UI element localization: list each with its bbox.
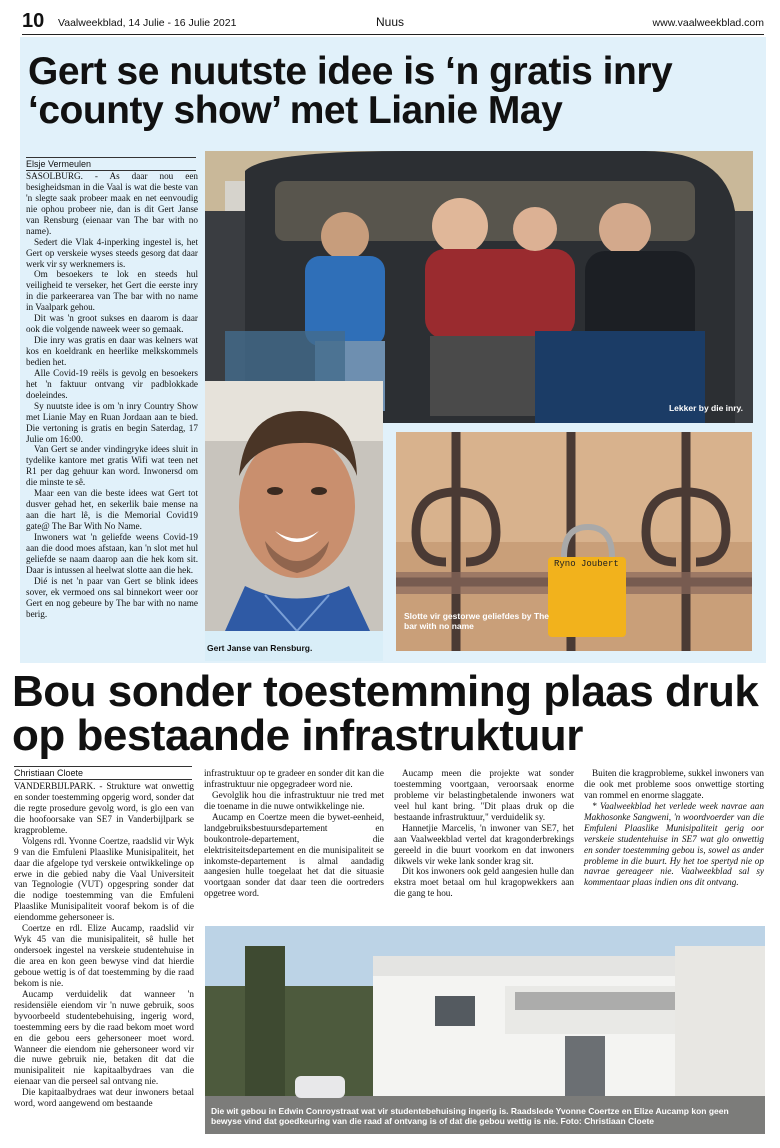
kids-photo-caption: Lekker by die inry. <box>668 403 743 413</box>
story1-paragraph: Dit was 'n groot sukses en daarom is daar ook die volgende naweek weer so gemaak. <box>26 313 198 335</box>
story2-paragraph: Volgens rdl. Yvonne Coertze, raadslid vir Wyk 9 van die Emfuleni Plaaslike Munisipaliteit, het daar die afgelope tyd verskeie ontwikkelinge op erwe in die gebied naby die Vaal Universiteit van Tegnologie (VUT) opgespring sonder dat die nodige toestemming van die Emfuleni Plaaslike Munisipaliteit vooraf bekom is of die eiendomme gehersoneer is. <box>14 835 194 923</box>
story1-paragraph: Sy nuutste idee is om 'n inry Country Show met Lianie May en Ruan Jordaan aan te bied. Die vertoning is gratis en begin Saterdag, 17 Julie om 16:00. <box>26 400 198 444</box>
story1-paragraph: Die inry was gratis en daar was kelners wat kos en koeldrank en heerlike melkskommels bedien het. <box>26 335 198 367</box>
publication-dateline: Vaalweekblad, 14 Julie - 16 Julie 2021 <box>58 17 237 29</box>
portrait-photo-frame <box>205 381 383 661</box>
story1-paragraph: Om besoekers te lok en steeds hul veiligheid te verseker, het Gert die eerste inry in die parkeerarea van The bar with no name in Vaalpark gehou. <box>26 269 198 313</box>
lock-inscription: Ryno Joubert <box>554 559 619 569</box>
story1-paragraph: Alle Covid-19 reëls is gevolg en besoekers het 'n faktuur ontvang vir padblokkade doeleindes. <box>26 367 198 400</box>
lock-gate-photo <box>396 432 752 651</box>
building-photo-caption: Die wit gebou in Edwin Conroystraat wat vir studentebehuising ingerig is. Raadslede Yvonne Coertze en Elize Aucamp kon geen bewyse vind dat goedkeuring van die raad af ontvang is of dat die gebou wettig is nie. Foto: Christiaan Cloete <box>211 1106 729 1127</box>
story1-paragraph: Inwoners wat 'n geliefde weens Covid-19 aan die dood moes afstaan, kan 'n slot met hul geliefde se naam daarop aan die hek kom sit. Daar is intussen al heelwat slotte aan die hek. <box>26 531 198 575</box>
story2-column-4 <box>584 768 764 888</box>
story1-headline: Gert se nuutste idee is ‘n gratis inry ‘county show’ met Lianie May <box>28 50 673 132</box>
story1-byline: Elsje Vermeulen <box>26 157 196 171</box>
story2-headline: Bou sonder toestemming plaas druk op bestaande infrastruktuur <box>12 667 759 760</box>
building-photo <box>205 926 765 1134</box>
story2-paragraph: Aucamp en Coertze meen die bywet-eenheid, landgebruiksbestuursdepartement en boukontrole-departement, die elektrisiteitsdepartement en die munisipaliteit se inkomste-departement is almal aandadig aangesien hulle toegelaat het dat die situasie voortgaan sonder dat daar teen die oortreders opgetree word. <box>204 811 384 899</box>
story1-paragraph: Van Gert se ander vindingryke idees sluit in tydelike kantore met gratis Wifi wat teen net R1 per dag gehuur kan word. Inwonersd om die minste te sê. <box>26 444 198 488</box>
story2-paragraph: Dit kos inwoners ook geld aangesien hulle dan ekstra moet betaal om hul kragopwekkers aan die gang te hou. <box>394 866 574 899</box>
story1-body <box>26 171 198 619</box>
story2-editor-note: * Vaalweekblad het verlede week navrae aan Makhosonke Sangweni, 'n woordvoerder van die Emfuleni Plaaslike Munisipaliteit gerig oor verskeie studentehuise in SE7 wat glo onwettig en sonder toestemming gebou is, sowel as ander probleme in die buurt. Hy het toe spertyd nie op navrae gereageer nie. Vaalweekblad sal sy kommentaar plaas indien ons dit ontvang. <box>584 800 764 888</box>
story2-paragraph: Hannetjie Marcelis, 'n inwoner van SE7, het aan Vaalweekblad vertel dat kragonderbrekings gereeld in die buurt voorkom en dat inwoners dikwels vir weke lank sonder krag sit. <box>394 822 574 866</box>
story2-paragraph: VANDERBIJLPARK. - Strukture wat onwettig en sonder toestemming opgerig word, sonder dat die regte prosedure gevolg word, is glo een van die hoofoorsake van SE7 in Vanderbijlpark se kragprobleme. <box>14 781 194 835</box>
story1-paragraph: Sedert die Vlak 4-inperking ingestel is, het Gert op verskeie wyses steeds gesorg dat daar werk vir sy werknemers is. <box>26 236 198 269</box>
header-rule <box>22 34 764 35</box>
story2-column-1 <box>14 781 194 1109</box>
page-number: 10 <box>22 10 45 32</box>
story2-column-3 <box>394 768 574 899</box>
website-url[interactable]: www.vaalweekblad.com <box>652 17 764 29</box>
story2-byline: Christiaan Cloete <box>14 766 192 780</box>
story2-column-2 <box>204 768 384 899</box>
story2-paragraph: Buiten die kragprobleme, sukkel inwoners van die ook met probleme soos onwettige storting van rommel en enorme slaggate. <box>584 768 764 800</box>
story2-paragraph: infrastruktuur op te gradeer en sonder dit kan die infrastruktuur nie opgegradeer word nie. <box>204 768 384 789</box>
portrait-photo <box>205 381 383 631</box>
story2-paragraph: Aucamp verduidelik dat wanneer 'n residensiële eiendom vir 'n nuwe gebruik, soos byvoorbeeld studentebehuising, ingerig word, toestemming eers by die raad bekom moet word en die gebou eers gehersoneer moet word. Wanneer die eiendom nie gehersoneer word vir die nuwe gebruik nie, betaken dit dat die munisipaliteit nie kapitaalbydraes van die eienaar van die perseel sal ontvang nie. <box>14 988 194 1087</box>
story2-paragraph: Aucamp meen die projekte wat sonder toestemming voortgaan, veroorsaak enorme probleme vir belastingbetalende inwoners wat veel hul kant bring. "Dit plaas druk op die bestaande infrastruktuur," verduidelik sy. <box>394 768 574 822</box>
story2-paragraph: Die kapitaalbydraes wat deur inwoners betaal word, word aangewend om bestaande <box>14 1087 194 1109</box>
section-name: Nuus <box>376 15 405 29</box>
gate-photo-caption: Slotte vir gestorwe geliefdes by The bar with no name <box>404 611 550 631</box>
story2-paragraph: Gevolglik hou die infrastruktuur nie tred met die toename in die nuwe ontwikkelinge nie. <box>204 789 384 811</box>
story1-paragraph: Maar een van die beste idees wat Gert tot dusver gehad het, en sekerlik baie mense na aan die hart lê, is die Memorial Covid19 gate@ The Bar With No Name. <box>26 488 198 531</box>
story1-paragraph: Dié is net 'n paar van Gert se blink idees sover, ek vermoed ons sal binnekort weer oor Gert en nog gebeure by The bar with no name berig. <box>26 575 198 619</box>
story1-paragraph: SASOLBURG. - As daar nou een besigheidsman in die Vaal is wat die beste van 'n slegte saak probeer maak en net eenvoudig nie ophou probeer nie, dan is dit Gert Janse van Rensburg (eienaar van The bar with no name). <box>26 171 198 236</box>
portrait-caption: Gert Janse van Rensburg. <box>207 643 313 653</box>
story2-paragraph: Coertze en rdl. Elize Aucamp, raadslid vir Wyk 45 van die munisipaliteit, sê hulle het ondersoek ingestel na verskeie studentehuise in die area en kon geen bewyse vind dat hierdie geboue wettig is of dat toestemming by die raad bekom is nie. <box>14 923 194 988</box>
